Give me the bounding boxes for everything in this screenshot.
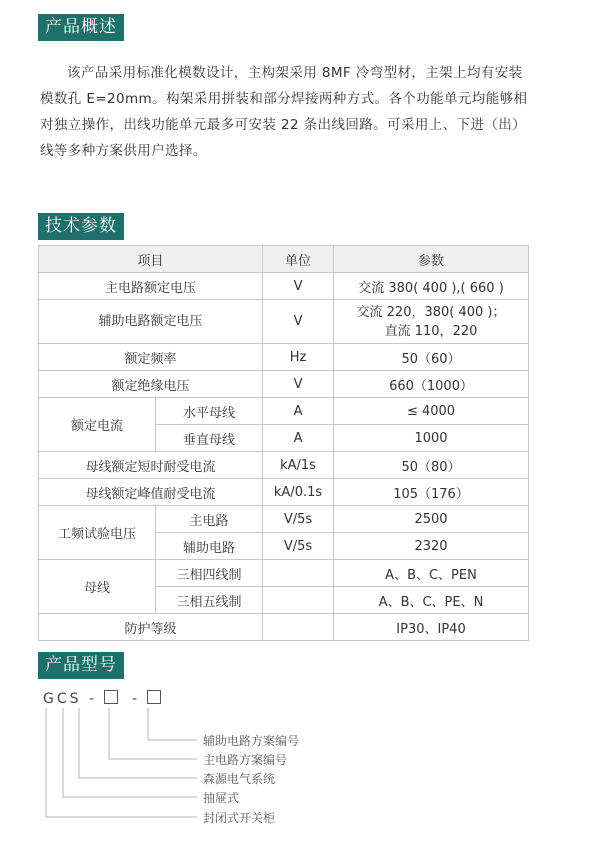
cell-unit <box>263 560 334 587</box>
cell-item: 母线额定短时耐受电流 <box>39 452 263 479</box>
cell-item: 辅助电路额定电压 <box>39 300 263 344</box>
header-param: 参数 <box>334 246 529 273</box>
cell-param: 2320 <box>334 533 529 560</box>
cell-item-group: 工频试验电压 <box>39 506 156 560</box>
cell-param: A、B、C、PE、N <box>334 587 529 614</box>
cell-param: 50（80） <box>334 452 529 479</box>
cell-unit: V <box>263 371 334 398</box>
header-item: 项目 <box>39 246 263 273</box>
table-row <box>39 452 529 479</box>
cell-param: 105（176） <box>334 479 529 506</box>
cell-subitem: 三相五线制 <box>156 587 263 614</box>
cell-subitem: 辅助电路 <box>156 533 263 560</box>
label-company-system: 森源电气系统 <box>203 772 276 786</box>
cell-param <box>334 300 529 344</box>
cell-unit: V/5s <box>263 533 334 560</box>
table-row <box>39 560 529 587</box>
table-row <box>39 398 529 425</box>
cell-param: A、B、C、PEN <box>334 560 529 587</box>
overview-title: 产品概述 <box>38 14 124 41</box>
cell-subitem: 水平母线 <box>156 398 263 425</box>
label-main-circuit-scheme: 主电路方案编号 <box>203 753 288 767</box>
cell-item: 额定绝缘电压 <box>39 371 263 398</box>
cell-param: IP30、IP40 <box>334 614 529 641</box>
label-drawer-type: 抽屉式 <box>203 791 240 805</box>
header-unit: 单位 <box>263 246 334 273</box>
cell-subitem: 三相四线制 <box>156 560 263 587</box>
cell-param: 交流 380( 400 ),( 660 ) <box>334 273 529 300</box>
cell-unit: Hz <box>263 344 334 371</box>
cell-unit: A <box>263 425 334 452</box>
cell-param: 1000 <box>334 425 529 452</box>
table-row <box>39 300 529 344</box>
model-diagram <box>0 690 600 849</box>
cell-item: 母线额定峰值耐受电流 <box>39 479 263 506</box>
cell-unit: V <box>263 273 334 300</box>
cell-unit <box>263 587 334 614</box>
table-header-row <box>39 246 529 273</box>
leader-lines-icon <box>0 690 600 849</box>
model-dash: - <box>88 691 98 707</box>
model-dash: - <box>131 691 140 707</box>
cell-unit: V/5s <box>263 506 334 533</box>
cell-param: ≤ 4000 <box>334 398 529 425</box>
cell-item: 主电路额定电压 <box>39 273 263 300</box>
cell-subitem: 垂直母线 <box>156 425 263 452</box>
cell-param: 50（60） <box>334 344 529 371</box>
cell-item-group: 母线 <box>39 560 156 614</box>
cell-subitem: 主电路 <box>156 506 263 533</box>
cell-item: 额定频率 <box>39 344 263 371</box>
cell-param: 2500 <box>334 506 529 533</box>
model-title: 产品型号 <box>38 652 124 679</box>
spec-table <box>38 245 529 641</box>
cell-item: 防护等级 <box>39 614 263 641</box>
table-row <box>39 273 529 300</box>
label-aux-circuit-scheme: 辅助电路方案编号 <box>203 734 300 748</box>
cell-unit: V <box>263 300 334 344</box>
table-row <box>39 344 529 371</box>
table-row <box>39 506 529 533</box>
cell-unit: A <box>263 398 334 425</box>
cell-unit: kA/1s <box>263 452 334 479</box>
cell-param: 660（1000） <box>334 371 529 398</box>
cell-item-group: 额定电流 <box>39 398 156 452</box>
tech-title: 技术参数 <box>38 213 124 240</box>
label-enclosed-switchgear: 封闭式开关柜 <box>203 811 276 825</box>
cell-unit <box>263 614 334 641</box>
table-row <box>39 371 529 398</box>
table-row <box>39 479 529 506</box>
param-line-1: 交流 220，380( 400 )； <box>356 304 506 320</box>
model-prefix: GCS <box>43 691 82 707</box>
table-row <box>39 614 529 641</box>
cell-unit: kA/0.1s <box>263 479 334 506</box>
param-line-2: 直流 110，220 <box>384 323 478 339</box>
overview-text: 该产品采用标准化模数设计，主构架采用 8MF 冷弯型材，主架上均有安装模数孔 E=20mm。构架采用拼装和部分焊接两种方式。各个功能单元均能够相对独立操作，出线功能单元最多可安装 22 条出线回路。可采用上、下进（出）线等多种方案供用户选择。 <box>40 65 528 159</box>
